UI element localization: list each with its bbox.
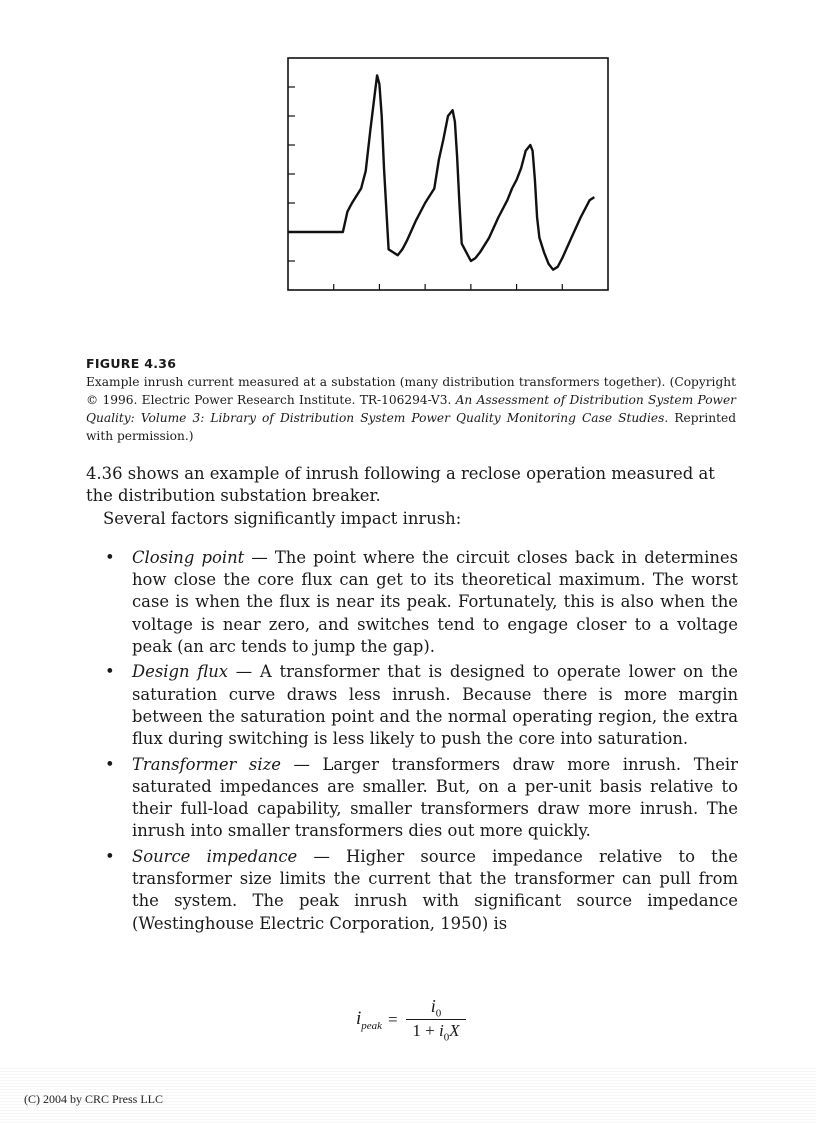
equation-equals: =	[388, 1010, 398, 1029]
bullet-term: Design flux	[132, 662, 229, 682]
list-item	[86, 846, 738, 935]
caption-citation-title: An Assessment of Distribution System Power Quality: Volume 3: Library of Distribution System Power Quality Monitoring Case Studies.	[86, 393, 736, 425]
bullet-glyph: •	[105, 846, 115, 866]
equation-numerator: $i_0$	[430, 996, 442, 1020]
bullet-text: — Larger transformers draw more inrush. Their saturated impedances are smaller. But, on a per-unit basis relative to their full-load capability, smaller transformers draw more inrush. The inrush into smaller transformers dies out more quickly.	[132, 754, 738, 841]
plot-frame	[288, 58, 608, 290]
list-item	[86, 547, 738, 658]
series-line	[288, 75, 594, 269]
body-text	[86, 463, 738, 938]
figure-label: FIGURE 4.36	[86, 356, 177, 371]
peak-inrush-equation	[352, 996, 472, 1048]
bullet-glyph: •	[105, 754, 115, 774]
equation-lhs: $i_{peak}$	[356, 1008, 383, 1032]
bullet-text: — The point where the circuit closes back in determines how close the core flux can get to its theoretical maximum. The worst case is when the flux is near its peak. Fortunately, this is also when the voltage is near zero, and switches tend to engage closer to a voltage peak (an arc tends to jump the gap).	[132, 547, 739, 657]
inrush-current-chart	[280, 52, 620, 298]
intro-paragraph: 4.36 shows an example of inrush following a reclose operation measured at the distribution substation breaker.	[86, 464, 715, 506]
bullet-term: Source impedance	[132, 846, 298, 866]
bullet-text: — A transformer that is designed to operate lower on the saturation curve draws less inrush. Because there is more margin between the saturation point and the normal operating region, the extra flux during switching is less likely to push the core into saturation.	[132, 662, 738, 749]
caption-tail: Reprinted with permission.)	[86, 411, 736, 443]
equation-fraction	[406, 996, 466, 1043]
equation-denominator: $1 + i_0X$	[412, 1021, 460, 1044]
copyright-footer: (C) 2004 by CRC Press LLC	[24, 1092, 164, 1106]
lead-paragraph: Several factors significantly impact inrush:	[103, 508, 462, 528]
bullet-term: Closing point	[132, 547, 245, 567]
bullet-term: Transformer size	[132, 754, 281, 774]
list-item	[86, 661, 738, 750]
bullet-glyph: •	[105, 547, 115, 567]
bullet-text: — Higher source impedance relative to the transformer size limits the current that the transformer can pull from the system. The peak inrush with significant source impedance (Westinghouse Electric Corporation, 1950) is	[132, 846, 738, 933]
list-item	[86, 754, 738, 843]
factor-list	[86, 547, 738, 935]
figure-caption	[86, 355, 736, 445]
bullet-glyph: •	[105, 662, 115, 682]
caption-text: Example inrush current measured at a substation (many distribution transformers together). (Copyright © 1996. Electric Power Research Institute. TR-106294-V3.	[86, 375, 736, 407]
